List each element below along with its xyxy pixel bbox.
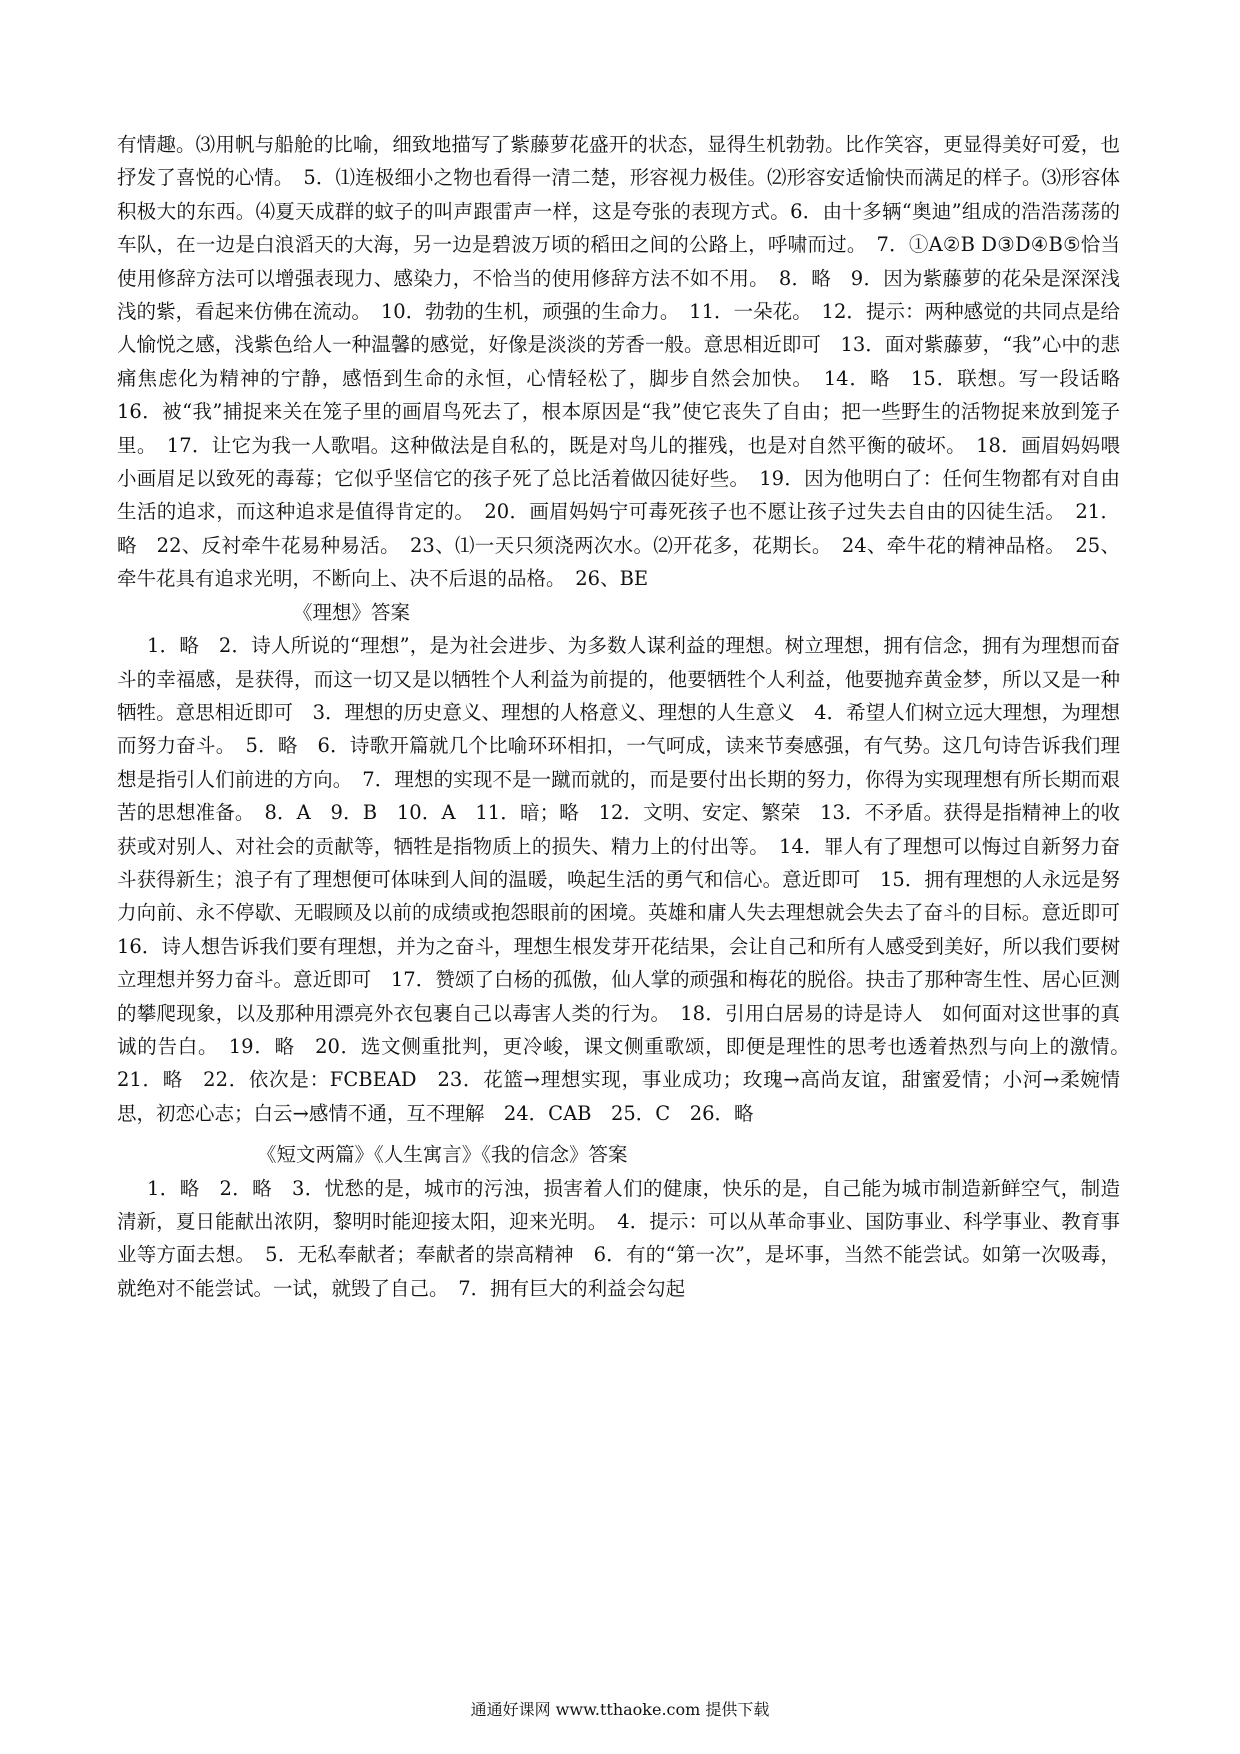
section-title-lixiang: 《理想》答案 bbox=[293, 600, 411, 624]
section-title-duanwen: 《短文两篇》《人生寓言》《我的信念》答案 bbox=[257, 1143, 628, 1167]
answers-paragraph-2: 1．略 2．诗人所说的“理想”，是为社会进步、为多数人谋利益的理想。树立理想，拥有信念，拥有为理想而奋斗的幸福感，是获得，而这一切又是以牺牲个人利益为前提的，他要牺牲个人利益，他要抛弃黄金梦，所以又是一种牺牲。意思相近即可 3．理想的历史意义、理想的人格意义、理想的人生意义 4．希望人们树立远大理想，为理想而努力奋斗。 5．略 6．诗歌开篇就几个比喻环环相扣，一气呵成，读来节奏感强，有气势。这几句诗告诉我们理想是指引人们前进的方向。 7．理想的实现不是一蹴而就的，而是要付出长期的努力，你得为实现理想有所长期而艰苦的思想准备。 8．A 9．B 10．A 11．暗；略 12．文明、安定、繁荣 13．不矛盾。获得是指精神上的收获或对别人、对社会的贡献等，牺牲是指物质上的损失、精力上的付出等。 14．罪人有了理想可以悔过自新努力奋斗获得新生；浪子有了理想便可体味到人间的温暖，唤起生活的勇气和信心。意近即可 15．拥有理想的人永远是努力向前、永不停歇、无暇顾及以前的成绩或抱怨眼前的困境。英雄和庸人失去理想就会失去了奋斗的目标。意近即可 16．诗人想告诉我们要有理想，并为之奋斗，理想生根发芽开花结果，会让自己和所有人感受到美好，所以我们要树立理想并努力奋斗。意近即可 17．赞颂了白杨的孤傲，仙人掌的顽强和梅花的脱俗。抉击了那种寄生性、居心叵测的攀爬现象，以及那种用漂亮外衣包裹自己以毒害人类的行为。 18．引用白居易的诗是诗人 如何面对这世事的真诚的告白。 19．略 20．选文侧重批判，更冷峻，课文侧重歌颂，即便是理性的思考也透着热烈与向上的激情。 21．略 22．依次是：FCBEAD 23．花篮→理想实现，事业成功；玫瑰→高尚友谊，甜蜜爱情；小河→柔婉情思，初恋心志；白云→感情不通，互不理解 24．CAB 25．C 26．略 bbox=[117, 634, 1140, 1125]
answers-paragraph-1: 有情趣。⑶用帆与船舱的比喻，细致地描写了紫藤萝花盛开的状态，显得生机勃勃。比作笑容，更显得美好可爱，也抒发了喜悦的心情。 5．⑴连极细小之物也看得一清二楚，形容视力极佳。⑵形容安适愉快而满足的样子。⑶形容体积极大的东西。⑷夏天成群的蚊子的叫声跟雷声一样，这是夸张的表现方式。6．由十多辆“奥迪”组成的浩浩荡荡的车队，在一边是白浪滔天的大海，另一边是碧波万顷的稻田之间的公路上，呼啸而过。 7．①A②B D③D④B⑤恰当使用修辞方法可以增强表现力、感染力，不恰当的使用修辞方法不如不用。 8．略 9．因为紫藤萝的花朵是深深浅浅的紫，看起来仿佛在流动。 10．勃勃的生机，顽强的生命力。 11．一朵花。 12．提示：两种感觉的共同点是给人愉悦之感，浅紫色给人一种温馨的感觉，好像是淡淡的芳香一般。意思相近即可 13．面对紫藤萝，“我”心中的悲痛焦虑化为精神的宁静，感悟到生命的永恒，心情轻松了，脚步自然会加快。 14．略 15．联想。写一段话略 16．被“我”捕捉来关在笼子里的画眉鸟死去了，根本原因是“我”使它丧失了自由；把一些野生的活物捉来放到笼子里。 17．让它为我一人歌唱。这种做法是自私的，既是对鸟儿的摧残，也是对自然平衡的破坏。 18．画眉妈妈喂小画眉足以致死的毒莓；它似乎坚信它的孩子死了总比活着做囚徒好些。 19．因为他明白了：任何生物都有对自由生活的追求，而这种追求是值得肯定的。 20．画眉妈妈宁可毒死孩子也不愿让孩子过失去自由的囚徒生活。 21．略 22、反衬牵牛花易种易活。 23、⑴一天只须浇两次水。⑵开花多，花期长。 24、牵牛花的精神品格。 25、牵牛花具有追求光明，不断向上、决不后退的品格。 26、BE bbox=[117, 133, 1140, 591]
document-page bbox=[117, 128, 1140, 1305]
answers-paragraph-3: 1．略 2．略 3．忧愁的是，城市的污浊，损害着人们的健康，快乐的是，自己能为城市制造新鲜空气，制造清新，夏日能献出浓阴，黎明时能迎接太阳，迎来光明。 4．提示：可以从革命事业、国防事业、科学事业、教育事业等方面去想。 5．无私奉献者；奉献者的崇高精神 6．有的“第一次”，是坏事，当然不能尝试。如第一次吸毒，就绝对不能尝试。一试，就毁了自己。 7．拥有巨大的利益会勾起 bbox=[117, 1176, 1120, 1300]
page-footer: 通通好课网 www.tthaoke.com 提供下载 bbox=[470, 1700, 770, 1719]
